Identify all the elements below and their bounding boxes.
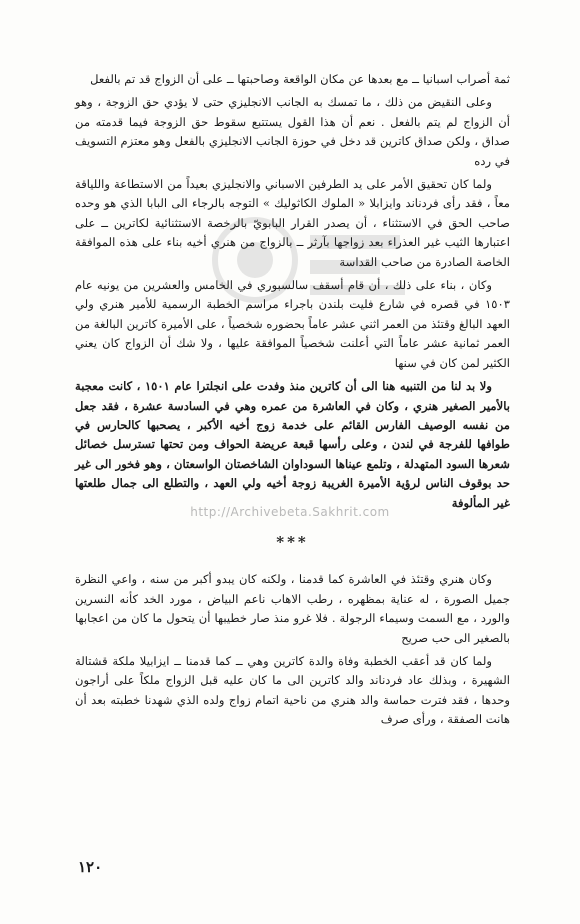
paragraph: وعلى النقيض من ذلك ، ما تمسك به الجانب الانجليزي حتى لا يؤدي حق الزوجة ، وهو أن الزواج لم يتم بالفعل . نعم أن هذا القول يستتبع سقوط حق الزوجة فيما قدمته من صداق ، ولكن صداق كاترين قد دخل في حوزة الجانب الانجليزي بالفعل وهو معتزم التسويف في رده [75,95,510,168]
page-number: ١٢٠ [78,858,103,876]
page-body [75,70,510,734]
paragraph: ولما كان قد أعقب الخطبة وفاة والدة كاترين وهي ــ كما قدمنا ــ ايزابيلا ملكة قشتالة الشهيرة ، وبذلك عاد فردناند والد كاترين الى ما كان عليه قبل الزواج ملكاً على أراجون وحدها ، فقد فترت حماسة والد هنري من ناحية اتمام زواج ولده الذي شهدنا خطبته بعد أن هانت الصفقة ، ورأى صرف [75,653,510,727]
paragraph: وكان هنري وقتئذ في العاشرة كما قدمنا ، ولكنه كان يبدو أكبر من سنه ، واعي النظرة جميل الصورة ، له عناية بمظهره ، رطب الاهاب ناعم البياض ، مورد الخد كأنه النسرين والورد ، مع السمت وسيماء الرجولة . فلا غرو منذ صار خطيبها أن يتحول ما كان من اعجابها بالصغير الى حب صريح [75,572,510,645]
paragraph: ثمة أصراب اسبانيا ــ مع بعدها عن مكان الواقعة وصاحبتها ــ على أن الزواج قد تم بالفعل [90,72,510,86]
paragraph-emphasized: ولا بد لنا من التنبيه هنا الى أن كاترين منذ وفدت على انجلترا عام ١٥٠١ ، كانت معجبة بالأمير الصغير هنري ، وكان في العاشرة من عمره وهي في السادسة عشرة ، فقد جعل من نفسه الوصيف الفارس القائم على خدمة زوج أخيه الأكبر ، يصحبها كالحارس في طوافها للفرجة في لندن ، وعلى رأسها قبعة عريضة الحواف ومن تحتها تسترسل خصائل شعرها السود المتهدلة ، وتلمع عيناها السوداوان الشاخصتان الواسعتان ، وهو فخور الى غير حد بوقوف الناس لرؤية الأميرة الغريبة زوجة أخيه ولي العهد ، والتطلع الى جمال طلعتها غير المألوفة [75,379,510,510]
watermark-url: http://Archivebeta.Sakhrit.com [190,505,390,519]
section-separator: *** [276,532,309,551]
paragraph: وكان ، بناء على ذلك ، أن قام أسقف سالسبوري في الخامس والعشرين من يونيه عام ١٥٠٣ في قصره في شارع فليت بلندن باجراء مراسم الخطبة الرسمية للأمير هنري ولي العهد البالغ وقتئذ من العمر اثني عشر عاماً بحضوره شخصياً ، على الأميرة كاترين البالغة من العمر ثمانية عشر عاماً التي أعلنت شخصياً الموافقة عليها ، ولا شك أن الزواج كان يعني الكثير لمن كان في سنها [75,278,510,370]
paragraph: ولما كان تحقيق الأمر على يد الطرفين الاسباني والانجليزي بعيداً من الاستطاعة واللياقة معاً ، فقد رأى فردناند وايزابلا « الملوك الكاثوليك » التوجه بالرجاء الى البابا الذي هو وحده صاحب الحق في الاستثناء ، أن يصدر القرار البابويّ بالرخصة الاستثنائية لكاترين ــ على اعتبارها الثيب غير العذراء بعد زواجها بآرثر ــ بالزواج من هنري أخيه بناء على هذه الموافقة الخاصة الصادرة من صاحب القداسة [75,177,510,269]
